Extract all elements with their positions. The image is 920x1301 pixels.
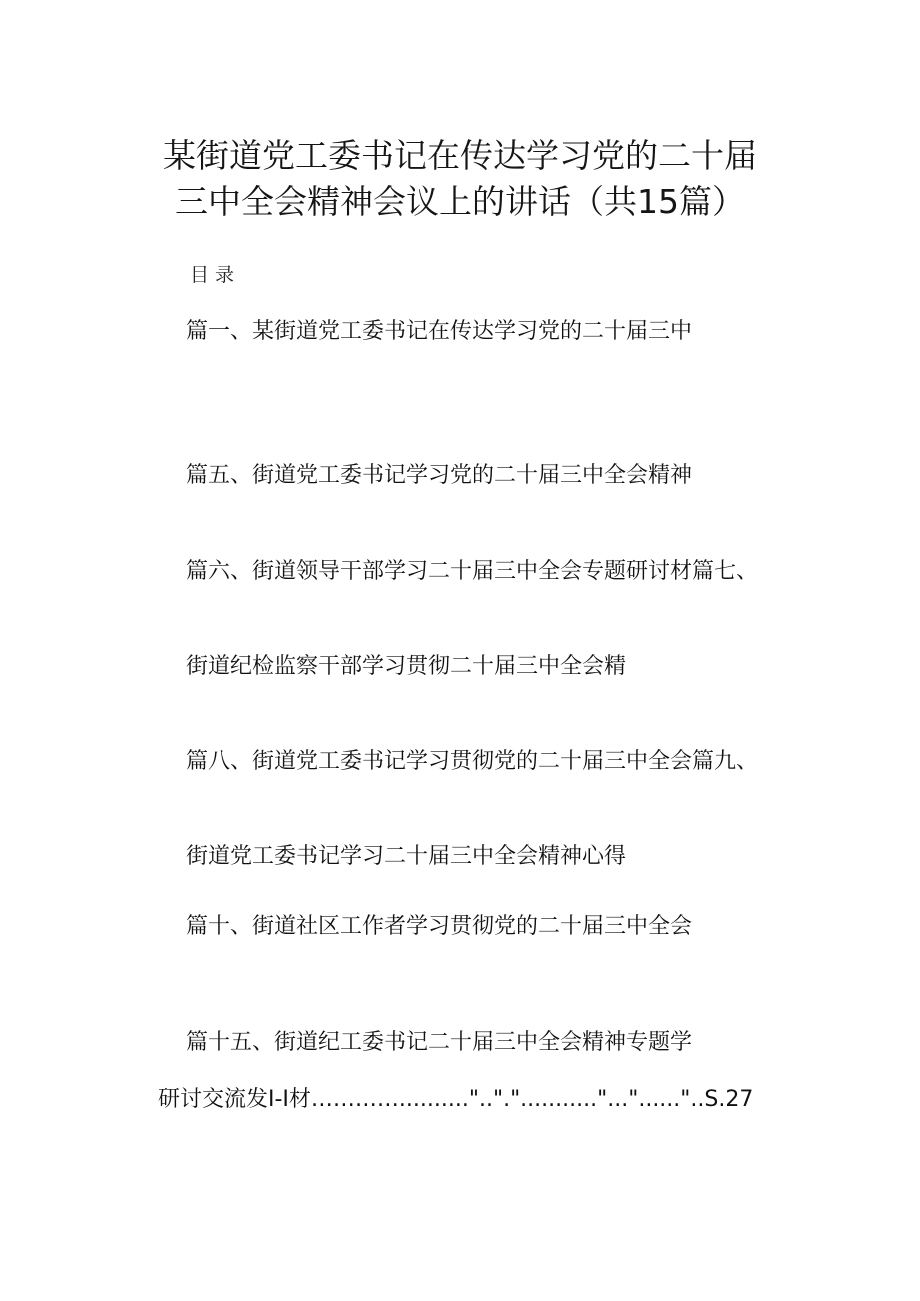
toc-entry: 街道党工委书记学习二十届三中全会精神心得 [186, 844, 627, 869]
toc-heading: 目录 [190, 264, 241, 286]
toc-entry: 街道纪检监察干部学习贯彻二十届三中全会精 [186, 654, 627, 679]
toc-entry: 篇六、街道领导干部学习二十届三中全会专题研讨材篇七、 [186, 559, 759, 584]
document-title-line-2: 三中全会精神会议上的讲话（共15篇） [175, 182, 745, 221]
toc-entry: 篇五、街道党工委书记学习党的二十届三中全会精神 [186, 463, 693, 488]
toc-entry: 篇十五、街道纪工委书记二十届三中全会精神专题学 [186, 1030, 693, 1055]
toc-entry: 篇一、某街道党工委书记在传达学习党的二十届三中 [186, 319, 693, 344]
toc-entry: 篇八、街道党工委书记学习贯彻党的二十届三中全会篇九、 [186, 749, 759, 774]
toc-entry: 篇十、街道社区工作者学习贯彻党的二十届三中全会 [186, 914, 693, 939]
document-title-line-1: 某街道党工委书记在传达学习党的二十届 [163, 136, 757, 175]
toc-entry-with-page-number: 研讨交流发I-I材…………..........".."."..........."..."......"..S.27 [158, 1087, 754, 1112]
